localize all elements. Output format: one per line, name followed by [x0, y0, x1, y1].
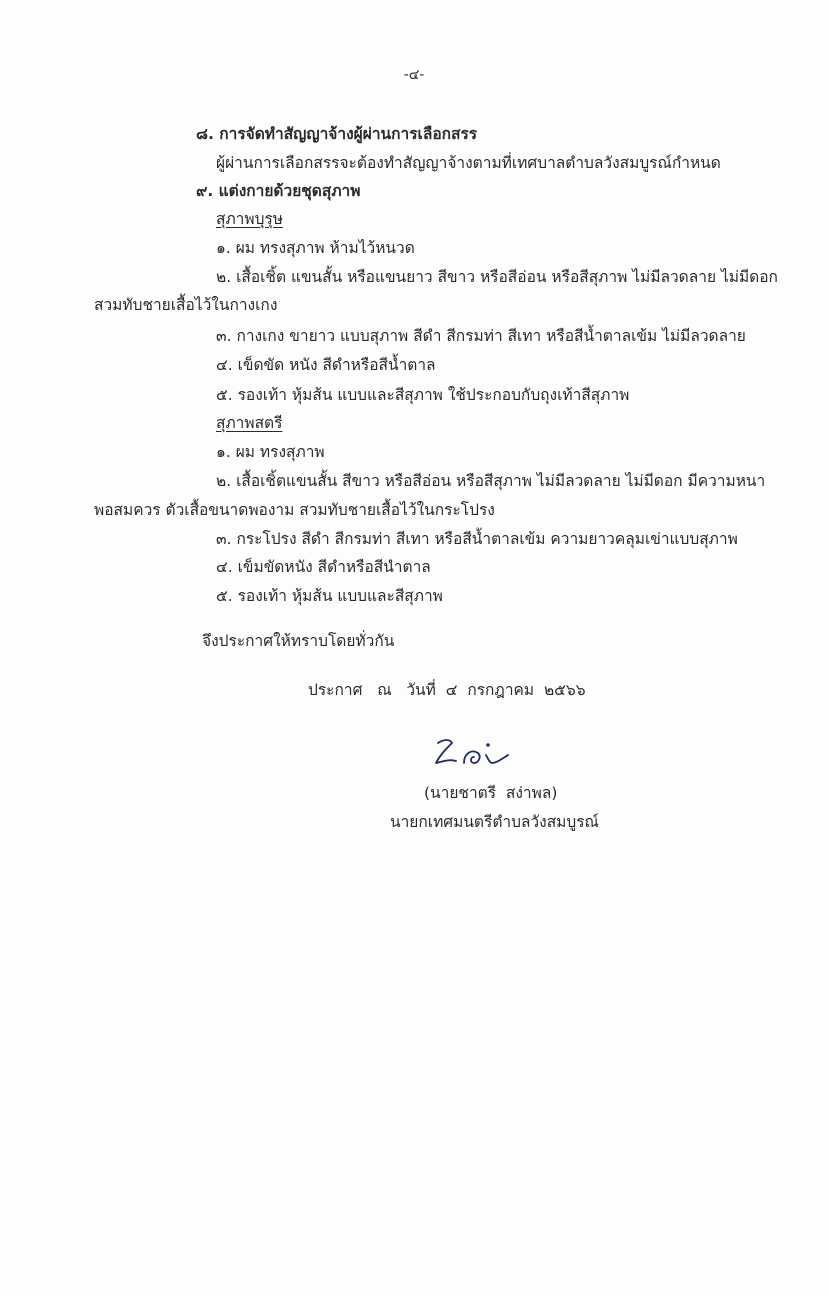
closing-statement: จึงประกาศให้ทราบโดยทั่วกัน — [202, 632, 395, 650]
women-item-1: ๑. ผม ทรงสุภาพ — [216, 443, 325, 461]
women-item-2-continued: พอสมควร ตัวเสื้อขนาดพองาม สวมทับชายเสื้อไว้ในกระโปรง — [94, 501, 495, 519]
section-9-heading: ๙. แต่งกายด้วยชุดสุภาพ — [196, 182, 361, 200]
women-item-5: ๕. รองเท้า หุ้มส้น แบบและสีสุภาพ — [216, 587, 443, 605]
announcement-date: ประกาศ ณ วันที่ ๔ กรกฎาคม ๒๕๖๖ — [308, 681, 586, 699]
page-number: -๔- — [403, 67, 425, 83]
women-item-3: ๓. กระโปรง สีดำ สีกรมท่า สีเทา หรือสีน้ำตาลเข้ม ความยาวคลุมเข่าแบบสุภาพ — [216, 530, 738, 548]
men-item-2-continued: สวมทับชายเสื้อไว้ในกางเกง — [94, 296, 278, 314]
handwritten-signature — [428, 733, 512, 773]
section-8-body: ผู้ผ่านการเลือกสรรจะต้องทำสัญญาจ้างตามที่เทศบาลตำบลวังสมบูรณ์กำหนด — [216, 154, 721, 172]
signatory-name: (นายชาตรี สง่าพล) — [424, 784, 558, 802]
men-item-3: ๓. กางเกง ขายาว แบบสุภาพ สีดำ สีกรมท่า สีเทา หรือสีน้ำตาลเข้ม ไม่มีลวดลาย — [216, 327, 746, 345]
women-dress-title: สุภาพสตรี — [216, 414, 283, 432]
women-item-2: ๒. เสื้อเชิ้ตแขนสั้น สีขาว หรือสีอ่อน หรือสีสุภาพ ไม่มีลวดลาย ไม่มีดอก มีความหนา — [216, 472, 766, 490]
women-item-4: ๔. เข็มขัดหนัง สีดำหรือสีนำตาล — [216, 558, 431, 576]
section-8-heading: ๘. การจัดทำสัญญาจ้างผู้ผ่านการเลือกสรร — [196, 125, 478, 143]
men-item-1: ๑. ผม ทรงสุภาพ ห้ามไว้หนวด — [216, 239, 415, 257]
signatory-position: นายกเทศมนตรีตำบลวังสมบูรณ์ — [390, 813, 599, 831]
men-item-2: ๒. เสื้อเชิ้ต แขนสั้น หรือแขนยาว สีขาว หรือสีอ่อน หรือสีสุภาพ ไม่มีลวดลาย ไม่มีดอก — [216, 268, 778, 286]
men-dress-title: สุภาพบุรุษ — [216, 210, 283, 228]
men-item-5: ๕. รองเท้า หุ้มส้น แบบและสีสุภาพ ใช้ประกอบกับถุงเท้าสีสุภาพ — [216, 386, 630, 404]
men-item-4: ๔. เข็ดขัด หนัง สีดำหรือสีน้ำตาล — [216, 356, 436, 374]
